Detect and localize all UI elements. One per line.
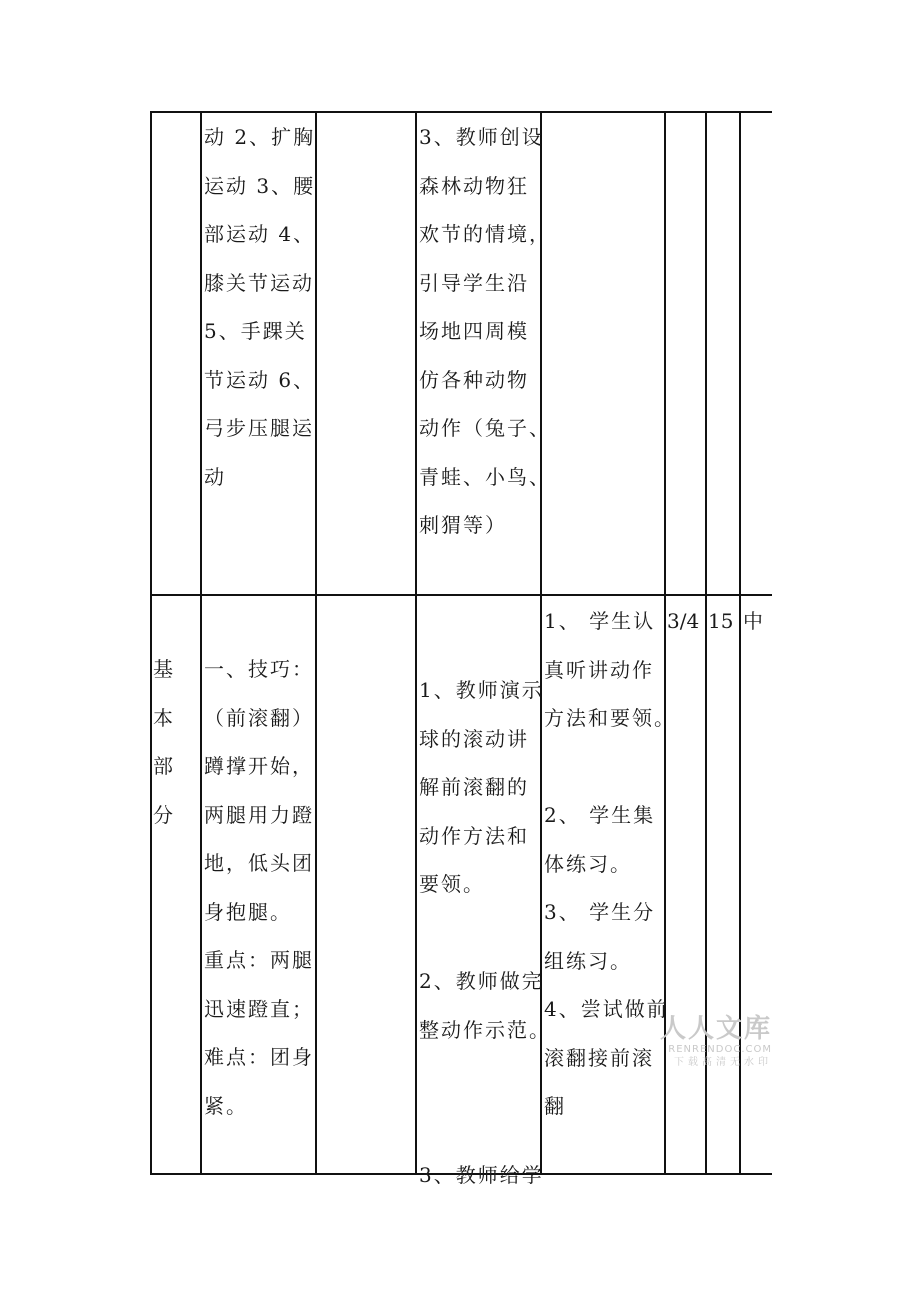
text-line [544,743,676,792]
text-line: 3、 学生分 [544,900,656,924]
text-line: 重点：两腿 [204,948,314,972]
text-line: 方法和要领。 [544,706,676,730]
text-line: 部运动 4、 [204,222,316,246]
row1-teacher-cell [419,113,551,550]
text-line: 部 [153,754,175,778]
text-line: 身抱腿。 [204,899,292,924]
text-line: 青蛙、小鸟、 [419,464,551,489]
text-line: 解前滚翻的 [419,775,529,799]
text-line: 分 [153,802,175,827]
text-line: 仿各种动物 [419,367,529,392]
row2-time-cell: 15 [708,609,734,633]
text-line: 3、教师创设 [419,125,544,149]
text-line [419,1103,551,1152]
text-line: 运动 3、腰 [204,173,316,198]
text-line: 本 [153,705,175,730]
text-line: 蹲撑开始， [204,754,314,778]
column-divider [200,111,202,1175]
text-line: 动 2、扩胸 [204,125,316,149]
watermark-url: RENRENDOC.COM [668,1044,772,1055]
column-divider [150,111,152,1175]
text-line: 难点：团身 [204,1045,314,1069]
text-line: 4、尝试做前 [544,997,669,1021]
text-line: 场地四周模 [419,319,529,343]
watermark [646,1014,772,1070]
row2-teacher-cell [419,666,551,1200]
text-line: 动作（兔子、 [419,416,551,440]
text-line: 滚翻接前滚 [544,1045,654,1070]
column-divider [315,111,317,1175]
text-line: 欢节的情境， [419,222,551,246]
watermark-title: 人人文库 [659,1014,772,1044]
text-line: 迅速蹬直； [204,996,314,1021]
row1-content-cell [204,113,315,501]
text-line: 紧。 [204,1093,248,1118]
text-line: 1、 学生认 [544,609,656,633]
text-line: 翻 [544,1094,566,1118]
text-line: 引导学生沿 [419,270,529,295]
text-line: 森林动物狂 [419,173,529,198]
text-line: 动作方法和 [419,823,529,848]
text-line: 真听讲动作 [544,657,654,682]
text-line: 2、 学生集 [544,803,656,827]
text-line: 组练习。 [544,948,632,973]
text-line: 节运动 6、 [204,367,316,392]
text-line: 球的滚动讲 [419,726,529,751]
text-line: 3、教师给学 [419,1163,544,1187]
row2-section-cell [153,645,175,839]
text-line: 体练习。 [544,851,632,876]
text-line: （前滚翻） [204,705,314,730]
column-divider [415,111,417,1175]
text-line: 地，低头团 [204,851,314,875]
text-line [419,909,551,958]
text-line: 动 [204,464,226,489]
text-line: 整动作示范。 [419,1017,551,1042]
row2-content-cell [204,645,314,1130]
text-line: 一、技巧： [204,657,314,681]
text-line: 两腿用力蹬 [204,802,314,827]
text-line: 1、教师演示 [419,678,544,702]
text-line: 弓步压腿运 [204,416,314,440]
text-line: 基 [153,657,175,681]
text-line: 膝关节运动 [204,270,314,295]
row-divider [150,594,772,596]
text-line: 2、教师做完 [419,969,544,993]
text-line: 要领。 [419,872,485,896]
text-line [419,1054,551,1103]
watermark-subtitle: 下载高清无水印 [674,1057,772,1068]
text-line: 刺猬等） [419,513,507,537]
row2-intensity-cell: 中 [743,609,765,633]
text-line: 5、手踝关 [204,319,307,343]
row2-group-cell: 3/4 [667,609,700,633]
